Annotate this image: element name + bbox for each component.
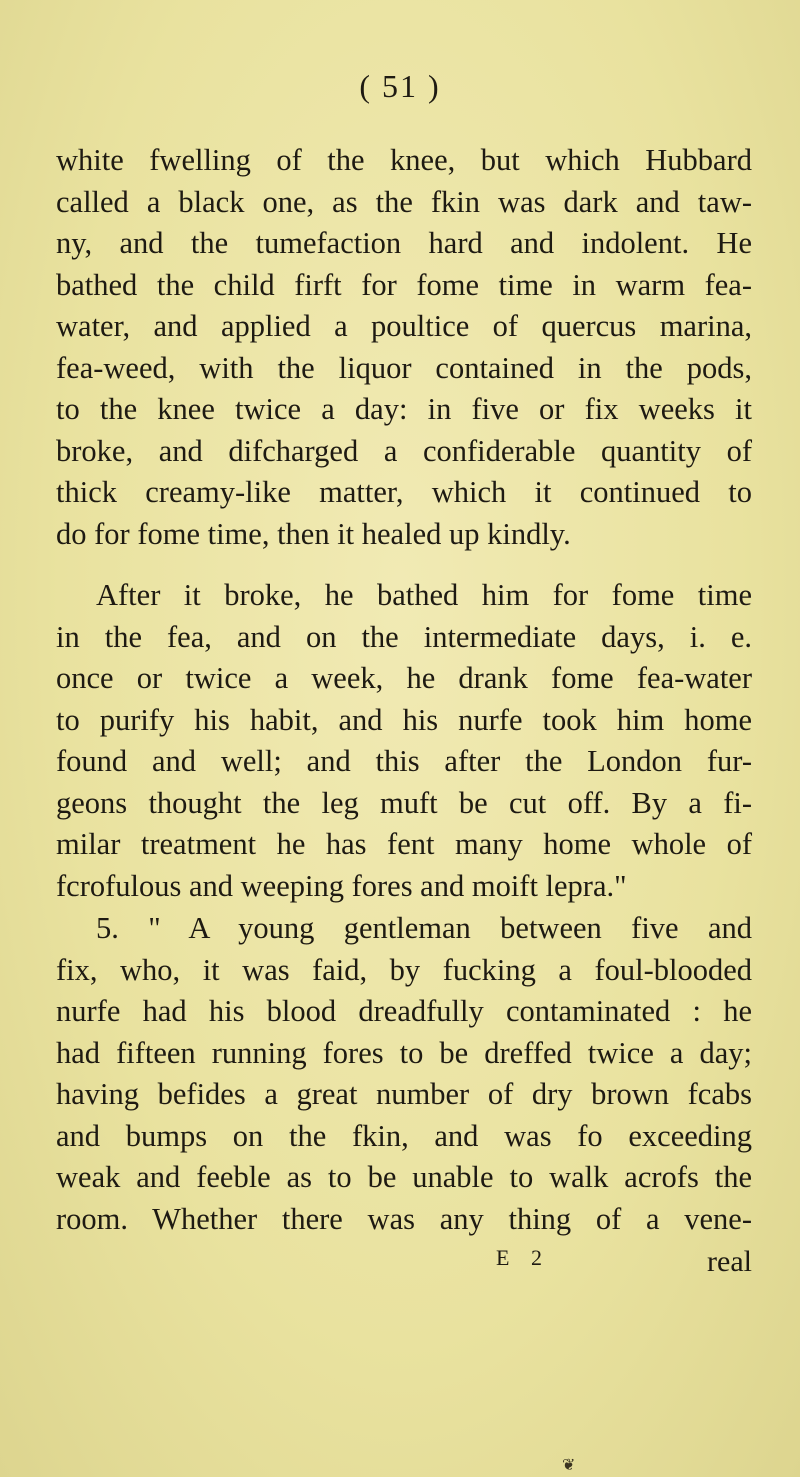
text-line: to the knee twice a day: in five or fix weeks it	[56, 392, 752, 426]
stray-ink-mark: ❦	[562, 1457, 576, 1474]
text-line: room. Whether there was any thing of a vene-	[56, 1201, 752, 1236]
text-line: geons thought the leg muft be cut off. By a fi-	[56, 785, 752, 820]
text-line: and bumps on the fkin, and was fo exceeding	[56, 1118, 752, 1153]
text-line: had fifteen running fores to be dreffed twice a day;	[56, 1035, 752, 1070]
catchword: real	[707, 1245, 752, 1278]
text-line: having befides a great number of dry brown fcabs	[56, 1077, 752, 1111]
text-line: fix, who, it was faid, by fucking a foul-blooded	[56, 952, 752, 987]
text-line: bathed the child firft for fome time in warm fea-	[56, 267, 752, 302]
text-line: found and well; and this after the London fur-	[56, 744, 752, 778]
text-line: fcrofulous and weeping fores and moift lepra."	[56, 868, 627, 903]
text-line: nurfe had his blood dreadfully contaminated : he	[56, 994, 752, 1028]
text-line: called a black one, as the fkin was dark and taw-	[56, 184, 752, 219]
text-line: broke, and difcharged a confiderable quantity of	[56, 433, 752, 468]
text-line: to purify his habit, and his nurfe took him home	[56, 702, 752, 737]
page-footer	[56, 1245, 752, 1281]
paragraph-2	[56, 575, 752, 907]
text-line: in the fea, and on the intermediate days, i. e.	[56, 619, 752, 654]
text-line: After it broke, he bathed him for fome time	[96, 578, 752, 612]
text-line: weak and feeble as to be unable to walk acrofs the	[56, 1160, 752, 1194]
page-number: ( 51 )	[359, 68, 441, 104]
paragraph-1	[56, 140, 752, 555]
signature-mark: E 2	[496, 1245, 550, 1270]
text-line: water, and applied a poultice of quercus marina,	[56, 309, 752, 343]
text-line: do for fome time, then it healed up kindly.	[56, 516, 571, 551]
text-line: fea-weed, with the liquor contained in the pods,	[56, 350, 752, 385]
text-line: milar treatment he has fent many home whole of	[56, 827, 752, 861]
text-line: ny, and the tumefaction hard and indolent. He	[56, 226, 752, 260]
paragraph-3	[56, 908, 752, 1240]
text-line: white fwelling of the knee, but which Hubbard	[56, 143, 752, 177]
text-line: once or twice a week, he drank fome fea-water	[56, 661, 752, 695]
text-line: 5. " A young gentleman between five and	[96, 911, 752, 945]
text-line: thick creamy-like matter, which it continued to	[56, 475, 752, 509]
